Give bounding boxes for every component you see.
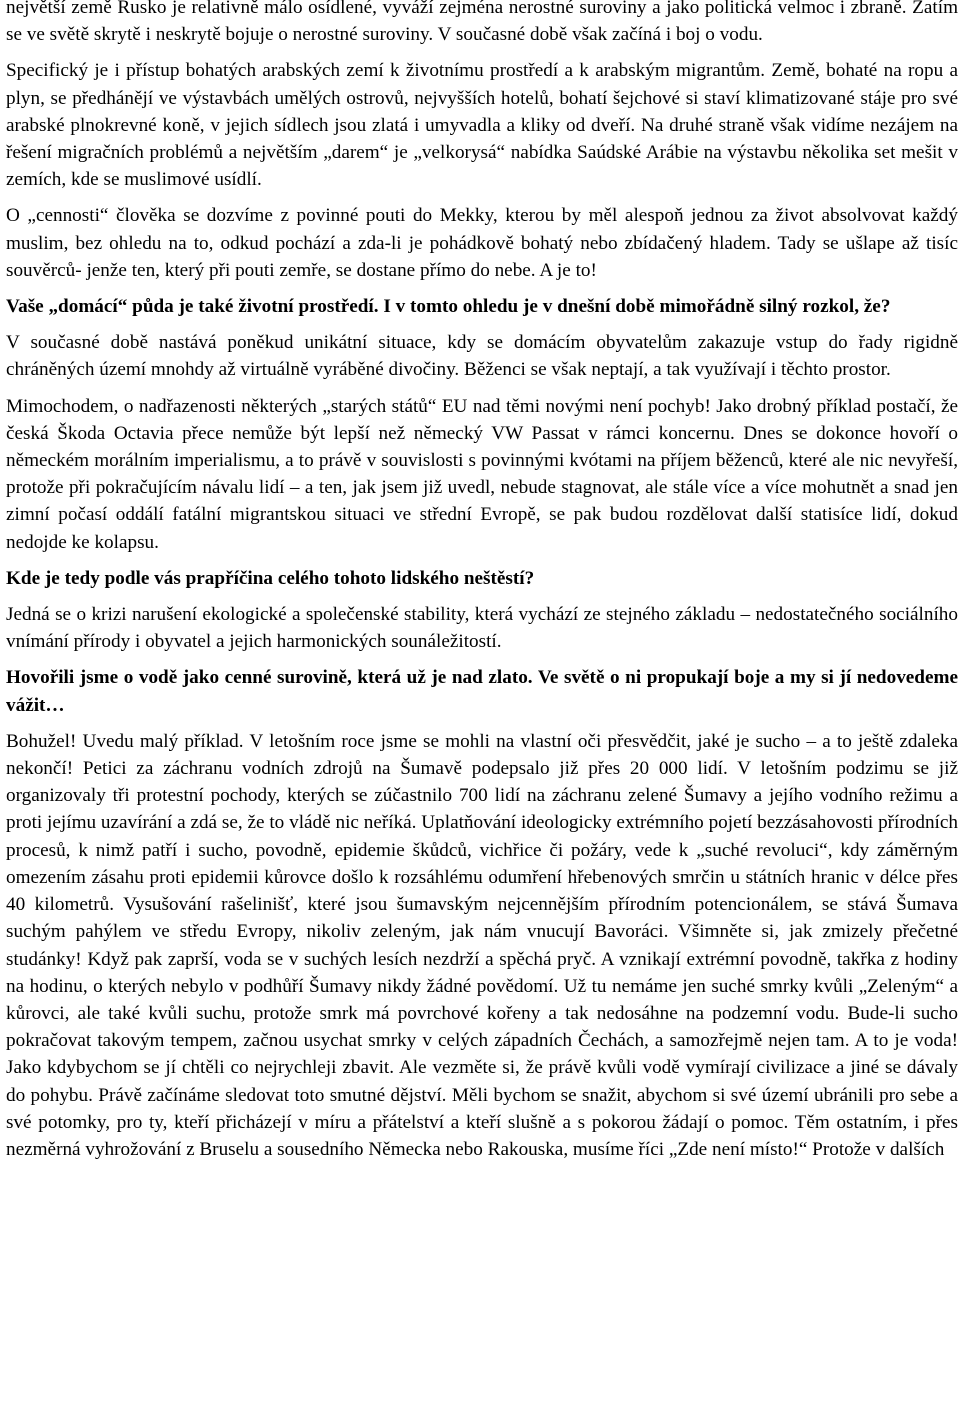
interview-question: Hovořili jsme o vodě jako cenné surovině, která už je nad zlato. Ve světě o ni propukají boje a my si jí nedovedeme vážit… bbox=[6, 667, 958, 716]
document-body bbox=[6, 0, 958, 1172]
interview-question: Vaše „domácí“ půda je také životní prostředí. I v tomto ohledu je v dnešní době mimořádně silný rozkol, že? bbox=[6, 296, 891, 318]
answer-paragraph: Jedná se o krizi narušení ekologické a společenské stability, která vychází ze stejného základu – nedostatečného sociálního vnímání přírody i obyvatel a jejich harmonických sounáležitostí. bbox=[6, 604, 958, 653]
answer-paragraph: V současné době nastává poněkud unikátní situace, kdy se domácím obyvatelům zakazuje vstup do řady rigidně chráněných území mnohdy až virtuálně vyráběné divočiny. Běženci se však neptají, a tak využívají i těchto prostor. bbox=[6, 332, 958, 381]
answer-paragraph: Mimochodem, o nadřazenosti některých „starých států“ EU nad těmi novými není pochyb! Jako drobný příklad postačí, že česká Škoda Octavia přece nemůže být lepší než německý VW Passat v rámci koncernu. Dnes se dokonce hovoří o německém morálním imperialismu, a to právě v souvislosti s povinnými kvótami na příjem běženců, které ale nic nevyřeší, protože při pokračujícím návalu lidí – a ten, jak jsem již uvedl, nebude stagnovat, ale stále více a více mohutnět a snad jen zimní počasí oddálí fatální migrantskou situaci ve střední Evropě, se pak budou rozdělovat další statisíce lidí, dokud nedojde ke kolapsu. bbox=[6, 395, 958, 553]
interview-question: Kde je tedy podle vás prapříčina celého tohoto lidského neštěstí? bbox=[6, 567, 535, 589]
answer-paragraph: Specifický je i přístup bohatých arabských zemí k životnímu prostředí a k arabským migrantům. Země, bohaté na ropu a plyn, se předhánějí ve výstavbách umělých ostrovů, nejvyšších hotelů, bohatí šejchové si staví klimatizované stáje pro své arabské plnokrevné koně, v jejich sídlech jsou zlatá i umyvadla a kliky od dveří. Na druhé straně však vidíme nezájem na řešení migračních problémů a největším „darem“ je „velkorysá“ nabídka Saúdské Arábie na výstavbu několika set mešit v zemích, kde se muslimové usídlí. bbox=[6, 60, 958, 191]
answer-paragraph: O „cennosti“ člověka se dozvíme z povinné pouti do Mekky, kterou by měl alespoň jednou za život absolvovat každý muslim, bez ohledu na to, odkud pochází a zda-li je pohádkově bohatý nebo zbídačený hladem. Tady se ušlape až tisíc souvěrců- jenže ten, který při pouti zemře, se dostane přímo do nebe. A je to! bbox=[6, 205, 958, 281]
answer-paragraph: Bohužel! Uvedu malý příklad. V letošním roce jsme se mohli na vlastní oči přesvědčit, jaké je sucho – a to ještě zdaleka nekončí! Petici za záchranu vodních zdrojů na Šumavě podepsalo již přes 20 000 lidí. V letošním podzimu se již organizovaly tři protestní pochody, kterých se zúčastnilo 700 lidí na záchranu zelené Šumavy a jejího vodního režimu a proti jejímu uzavírání a zdá se, že to vládě nic neříká. Uplatňování ideologicky extrémního pojetí bezzásahovosti přírodních procesů, k nimž patří i sucho, povodně, epidemie škůdců, vichřice či požáry, vede k „suché revoluci“, kdy záměrným omezením zásahu proti epidemii kůrovce došlo k rozsáhlému odumření hřebenových smrčin u státních hranic v délce přes 40 kilometrů. Vysušování rašelinišť, které jsou šumavským nejcennějším přírodním potencionálem, se stává Šumava suchým pahýlem ve středu Evropy, nikoliv zeleným, jak nám vnucují Bavoráci. Všimněte si, jak zmizely přečetné studánky! Když pak zaprší, voda se v suchých lesích nezdrží a spěchá pryč. A vznikají extrémní povodně, takřka z hodiny na hodinu, o kterých nebylo v podhůří Šumavy nikdy žádné povědomí. Už tu nemáme jen suché smrky kvůli „Zeleným“ a kůrovci, ale také kvůli suchu, protože smrk má povrchové kořeny a tak nedosáhne na podzemní vodu. Bude-li sucho pokračovat takovým tempem, začnou usychat smrky v celých západních Čechách, a samozřejmě nejen tam. A to je voda! Jako kdybychom se jí chtěli co nejrychleji zbavit. Ale vezměte si, že právě kvůli vodě vymírají civilizace a jiné se dávaly do pohybu. Právě začínáme sledovat toto smutné dějství. Měli bychom se snažit, abychom si své území ubránili pro sebe a své potomky, pro ty, kteří přicházejí v míru a přátelství a kteří slušně a s pokorou žádají o pomoc. Těm ostatním, i přes nezměrná vyhrožování z Bruselu a sousedního Německa nebo Rakouska, musíme říci „Zde není místo!“ Protože v dalších bbox=[6, 730, 958, 1160]
answer-paragraph: největší země Rusko je relativně málo osídlené, vyváží zejména nerostné suroviny a jako politická velmoc i zbraně. Zatím se ve světě skrytě i neskrytě bojuje o nerostné suroviny. V současné době však začíná i boj o vodu. bbox=[6, 0, 958, 46]
